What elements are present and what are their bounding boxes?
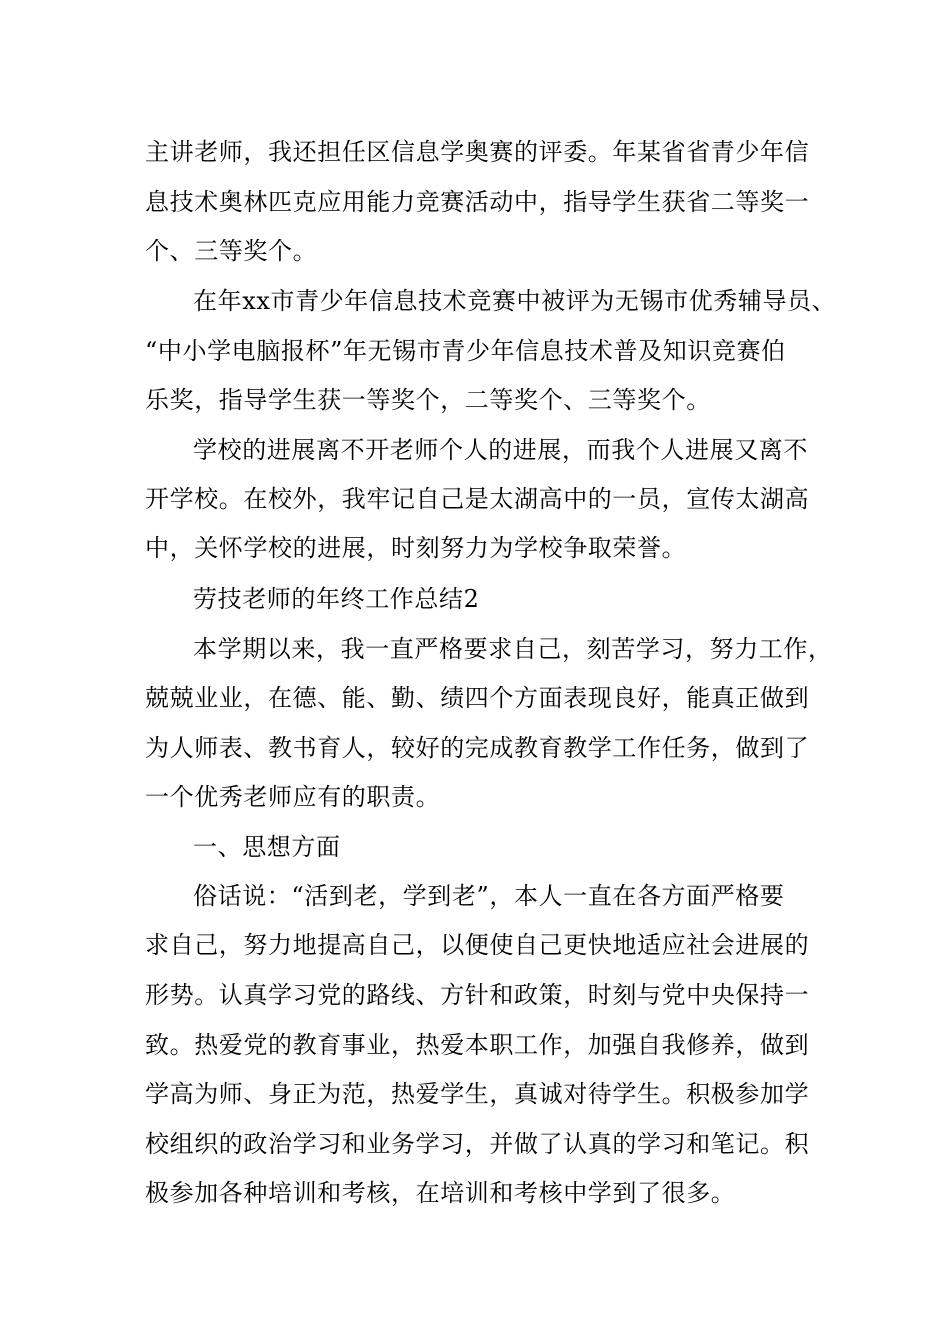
text-line: 乐奖，指导学生获一等奖个，二等奖个、三等奖个。 [145, 386, 711, 414]
text-line: 兢兢业业，在德、能、勤、绩四个方面表现良好，能真正做到 [145, 684, 810, 712]
text-line: 学校的进展离不开老师个人的进展，而我个人进展又离不 [193, 436, 808, 464]
text-line: 为人师表、教书育人，较好的完成教育教学工作任务，做到了 [145, 734, 810, 762]
section-heading: 一、思想方面 [193, 833, 341, 861]
text-line: 开学校。在校外，我牢记自己是太湖高中的一员，宣传太湖高 [145, 485, 810, 513]
text-line: 息技术奥林匹克应用能力竞赛活动中，指导学生获省二等奖一 [145, 188, 810, 216]
section-title: 劳技老师的年终工作总结2 [193, 585, 480, 613]
text-line: 学高为师、身正为范，热爱学生，真诚对待学生。积极参加学 [145, 1080, 810, 1108]
text-line: 个、三等奖个。 [145, 237, 318, 265]
text-line: 中，关怀学校的进展，时刻努力为学校争取荣誉。 [145, 534, 687, 562]
text-line: 校组织的政治学习和业务学习，并做了认真的学习和笔记。积 [145, 1130, 810, 1158]
text-line: 求自己，努力地提高自己，以便使自己更快地适应社会进展的 [145, 931, 810, 959]
text-line: 在年xx市青少年信息技术竞赛中被评为无锡市优秀辅导员、 [193, 287, 837, 315]
text-line: 极参加各种培训和考核，在培训和考核中学到了很多。 [145, 1179, 736, 1207]
text-line: 一个优秀老师应有的职责。 [145, 783, 441, 811]
text-line: 本学期以来，我一直严格要求自己，刻苦学习，努力工作， [193, 635, 833, 663]
text-line: 形势。认真学习党的路线、方针和政策，时刻与党中央保持一 [145, 981, 810, 1009]
text-line: 主讲老师，我还担任区信息学奥赛的评委。年某省省青少年信 [145, 138, 810, 166]
text-line: “中小学电脑报杯”年无锡市青少年信息技术普及知识竞赛伯 [145, 337, 786, 365]
text-line: 俗话说：“活到老，学到老”，本人一直在各方面严格要 [193, 882, 785, 910]
text-line: 致。热爱党的教育事业，热爱本职工作，加强自我修养，做到 [145, 1031, 810, 1059]
